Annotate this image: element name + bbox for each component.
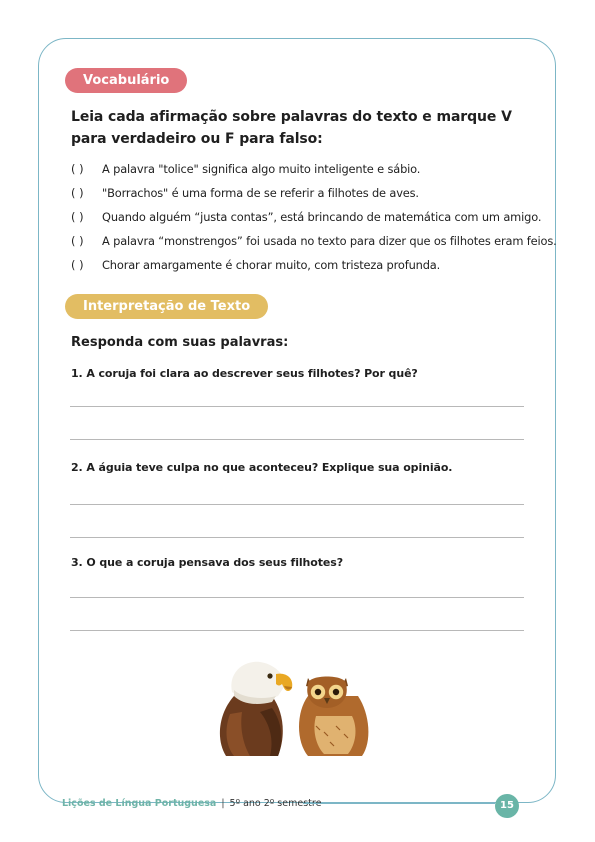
interpretation-prompt: Responda com suas palavras: — [71, 335, 289, 350]
list-item — [71, 229, 557, 253]
eagle-illustration — [220, 662, 292, 756]
answer-line[interactable] — [70, 597, 524, 598]
footer — [62, 798, 321, 809]
answer-checkbox[interactable]: ( ) — [71, 258, 84, 272]
page-number-badge: 15 — [495, 794, 519, 818]
statement-text: Quando alguém “justa contas”, está brincando de matemática com um amigo. — [102, 210, 542, 224]
eagle-and-owl-illustration — [212, 656, 377, 760]
list-item — [71, 181, 541, 205]
true-false-list — [71, 157, 557, 277]
answer-checkbox[interactable]: ( ) — [71, 210, 84, 224]
owl-illustration — [299, 677, 368, 757]
footer-separator: | — [221, 798, 225, 809]
question-1: 1. A coruja foi clara ao descrever seus filhotes? Por quê? — [71, 367, 418, 380]
question-3: 3. O que a coruja pensava dos seus filhotes? — [71, 556, 343, 569]
statement-text: A palavra "tolice" significa algo muito inteligente e sábio. — [102, 162, 421, 176]
list-item — [71, 253, 541, 277]
statement-text: Chorar amargamente é chorar muito, com tristeza profunda. — [102, 258, 441, 272]
vocabulary-instruction: Leia cada afirmação sobre palavras do texto e marque V para verdadeiro ou F para falso: — [71, 109, 512, 147]
list-item — [71, 205, 541, 229]
answer-line[interactable] — [70, 406, 524, 407]
footer-rule — [303, 803, 495, 804]
answer-line[interactable] — [70, 439, 524, 440]
answer-line[interactable] — [70, 537, 524, 538]
answer-line[interactable] — [70, 630, 524, 631]
section-title-vocabulary: Vocabulário — [65, 68, 187, 93]
statement-text: "Borrachos" é uma forma de se referir a filhotes de aves. — [102, 186, 419, 200]
answer-checkbox[interactable]: ( ) — [71, 186, 84, 200]
answer-checkbox[interactable]: ( ) — [71, 234, 84, 248]
answer-checkbox[interactable]: ( ) — [71, 162, 84, 176]
list-item — [71, 157, 541, 181]
footer-series-title: Lições de Língua Portuguesa — [62, 798, 217, 809]
question-2: 2. A águia teve culpa no que aconteceu? Explique sua opinião. — [71, 461, 453, 474]
answer-line[interactable] — [70, 504, 524, 505]
statement-text: A palavra “monstrengos” foi usada no texto para dizer que os filhotes eram feios. — [102, 234, 557, 248]
section-title-interpretation: Interpretação de Texto — [65, 294, 268, 319]
footer-grade: 5º ano 2º semestre — [229, 798, 322, 809]
